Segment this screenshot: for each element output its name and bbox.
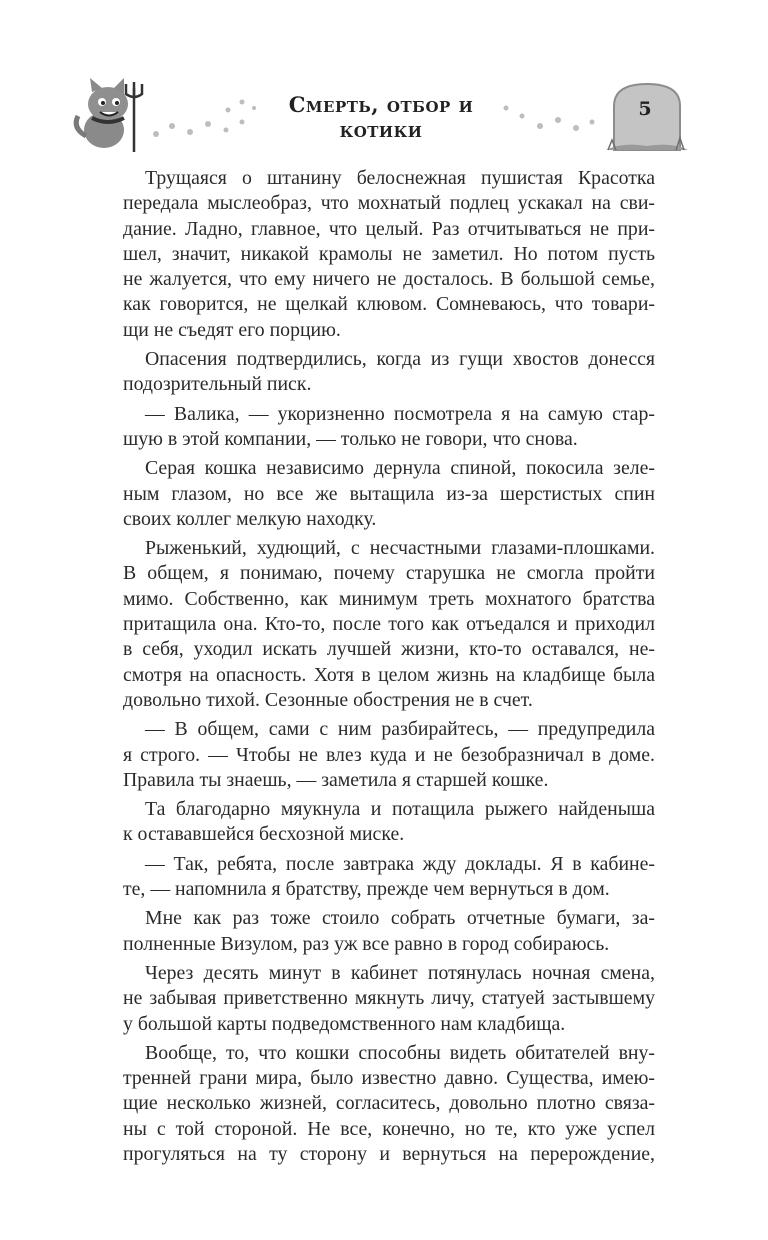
text-line: не жалуется, что ему ничего не досталось. В большой семье, bbox=[123, 268, 655, 291]
text-line: Трущаяся о штанину белоснежная пушистая Красотка bbox=[145, 167, 655, 189]
text-line: шел, значит, никакой крамолы не заметил. Но потом пусть bbox=[123, 242, 655, 265]
text-line: Вообще, то, что кошки способны видеть обитателей вну- bbox=[145, 1041, 655, 1064]
text-line: — Валика, — укоризненно посмотрела я на самую стар- bbox=[145, 402, 655, 425]
text-line: ным глазом, но все же вытащила из-за шерстистых спин bbox=[123, 482, 655, 505]
text-line: тренней грани мира, было известно давно. Существа, имею- bbox=[123, 1067, 655, 1090]
text-line: подозрительный писк. bbox=[123, 373, 312, 396]
text-line: я строго. — Чтобы не влез куда и не безобразничал в доме. bbox=[123, 743, 655, 766]
page-number: 5 bbox=[638, 98, 652, 120]
body-text bbox=[123, 166, 655, 1167]
text-line: Та благодарно мяукнула и потащила рыжего найденыша bbox=[145, 798, 655, 821]
text-line: щи не съедят его порцию. bbox=[123, 318, 341, 341]
devil-cat-icon bbox=[70, 78, 152, 154]
text-line: Через десять минут в кабинет потянулась ночная смена, bbox=[145, 961, 655, 984]
text-line: Правила ты знаешь, — заметила я старшей кошке. bbox=[123, 768, 549, 791]
text-line: дание. Ладно, главное, что целый. Раз отчитываться не при- bbox=[123, 217, 655, 240]
text-line: В общем, я понимаю, почему старушка не смогла пройти bbox=[123, 562, 655, 585]
text-line: — В общем, сами с ним разбирайтесь, — предупредила bbox=[145, 718, 655, 741]
text-line: ны с той стороной. Не все, конечно, но те, кто уже успел bbox=[123, 1117, 655, 1140]
text-line: Опасения подтвердились, когда из гущи хвостов донесся bbox=[145, 348, 655, 371]
text-line: Мне как раз тоже стоило собрать отчетные бумаги, за- bbox=[145, 907, 655, 930]
text-line: мимо. Собственно, как минимум треть мохнатого братства bbox=[123, 587, 655, 610]
text-line: к остававшейся бесхозной миске. bbox=[123, 823, 405, 846]
text-line: своих коллег мелкую находку. bbox=[123, 507, 377, 530]
page-header bbox=[0, 0, 768, 150]
text-line: как говорится, не щелкай клювом. Сомневаюсь, что товари- bbox=[123, 293, 655, 316]
paw-prints-right-icon bbox=[500, 96, 610, 136]
text-line: прогуляться на ту сторону и вернуться на перерождение, bbox=[123, 1142, 655, 1165]
text-line: не забывая приветственно мякнуть личу, статуей застывшему bbox=[123, 987, 655, 1010]
text-line: довольно тихой. Сезонные обострения не в счет. bbox=[123, 688, 533, 711]
text-line: полненные Визулом, раз уж все равно в город собираюсь. bbox=[123, 932, 610, 955]
text-line: шую в этой компании, — только не говори, что снова. bbox=[123, 427, 578, 450]
text-line: передала мыслеобраз, что мохнатый подлец ускакал на сви- bbox=[123, 192, 655, 215]
text-line: Серая кошка независимо дернула спиной, покосила зеле- bbox=[145, 457, 655, 480]
text-line: смотря на опасность. Хотя в целом жизнь на кладбище была bbox=[123, 663, 655, 686]
text-line: притащила она. Кто-то, после того как отъедался и приходил bbox=[123, 613, 655, 636]
text-line: у большой карты подведомственного нам кладбища. bbox=[123, 1012, 566, 1035]
running-title: Смерть, отбор и котики bbox=[288, 92, 474, 142]
text-line: в себя, уходил искать лучшей жизни, кто-то оставался, не- bbox=[123, 638, 655, 661]
text-line: щие несколько жизней, согласитесь, довольно плотно связа- bbox=[123, 1092, 655, 1115]
text-line: — Так, ребята, после завтрака жду доклады. Я в кабине- bbox=[145, 852, 655, 875]
text-line: Рыженький, худющий, с несчастными глазами-плошками. bbox=[145, 537, 655, 560]
text-line: те, — напомнила я братству, прежде чем вернуться в дом. bbox=[123, 878, 610, 901]
